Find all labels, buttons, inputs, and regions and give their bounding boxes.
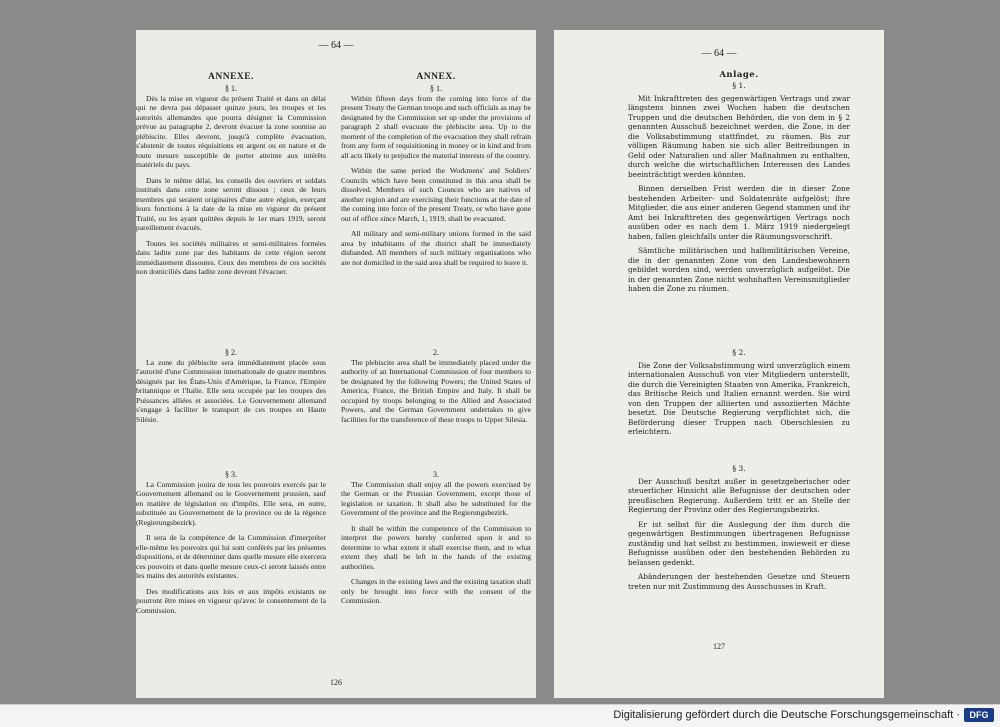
english-paragraph: The plebiscite area shall be immediately placed under the authority of an International Commission of four members to be designated by the following Powers; the United States of America, France, the British Empire and Italy. It shall be occupied by troops belonging to the Allied and Associated Powers, and the German Government undertakes to give facilities for the transference of these troops to Upper Silesia. bbox=[341, 358, 531, 424]
german-paragraph: Sämtliche militärischen und halbmilitärischen Vereine, die in der genannten Zone von den Landesbewohnern gebildet worden sind, werden unverzüglich aufgelöst. Die in der genannten Zone nicht wohnhaften Vereinsmitglieder haben die Zone zu räumen. bbox=[628, 246, 850, 293]
french-paragraph: Des modifications aux lois et aux impôts existants ne pourront être mises en vigueur qu'avec le consentement de la Commission. bbox=[136, 586, 326, 615]
english-paragraph: Within the same period the Workmens' and Soldiers' Councils which have been constituted in this area shall be dissolved. Members of such Counces who are natives of another region and are exercising their functions at the date of the coming into force of the present Treaty, or who have gone out of office since March, 1, 1919, shall be evacuated. bbox=[341, 166, 531, 223]
german-paragraph: Er ist selbst für die Auslegung der ihm durch die gegenwärtigen Bestimmungen übertragenen Befugnisse zuständig und hat selbst zu bestimmen, inwieweit er diese Befugnisse ausüben oder den bestehenden Behörden zu belassen gedenkt. bbox=[628, 519, 850, 567]
page-number: — 64 — bbox=[701, 48, 737, 59]
french-paragraph: Dès la mise en vigueur du présent Traité et dans un délai qui ne devra pas dépasser quinze jours, les troupes et les autorités allemandes que pourra désigner la Commission prévue au paragraphe 2, devront évacuer la zone soumise au plébiscite. Elles devront, jusqu'à complète évacuation, s'abstenir de toutes réquisitions en argent ou en nature et de toute mesure susceptible de porter atteinte aux intérêts matériels du pays. bbox=[136, 93, 326, 170]
dfg-logo: DFG bbox=[964, 708, 994, 722]
french-paragraph: Il sera de la compétence de la Commission d'interpréter elle-même les pouvoirs qui lui sont conférés par les présentes dispositions, et de déterminer dans quelle mesure elle exercera ces pouvoirs et dans quelle mesure ceux-ci seront laissés entre les mains des autorités existantes. bbox=[136, 533, 326, 581]
english-paragraph: The Commission shall enjoy all the powers exercised by the German or the Prussian Government, except those of legislation or taxation. It shall also be substituted for the Government of the province and the Regierungsbezirk. bbox=[341, 480, 531, 518]
english-section-3 bbox=[341, 470, 531, 612]
german-section-1-heading: § 1. bbox=[732, 81, 746, 91]
french-column bbox=[136, 72, 326, 283]
french-title: ANNEXE. bbox=[208, 72, 254, 82]
german-section-1 bbox=[628, 70, 850, 298]
french-section-1-heading: § 1. bbox=[225, 83, 237, 93]
german-paragraph: Binnen derselben Frist werden die in dieser Zone bestehenden Arbeiter- und Soldatenräte aufgelöst; ihre Mitglieder, die aus einer anderen Gegend stammen und ihr Amt bei Inkrafttreten des gegenwärtigen Vertrags noch ausüben oder es nach dem 1. März 1919 niedergelegt haben, fallen gleichfalls unter die Räumungsvorschrift. bbox=[628, 184, 850, 241]
french-section-3 bbox=[136, 470, 326, 621]
french-section-3-heading: § 3. bbox=[225, 470, 237, 479]
french-paragraph: La zone du plébiscite sera immédiatement placée sous l'autorité d'une Commission internationale de quatre membres désignés par les États-Unis d'Amérique, la France, l'Empire britannique et l'Italie. Elle sera occupée par les troupes des Puissances alliées et associées. Le Gouvernement allemand s'engage à faciliter le transport de ces troupes en Haute Silésie. bbox=[136, 358, 326, 424]
english-paragraph: Changes in the existing laws and the existing taxation shall only be brought into force with the consent of the Commission. bbox=[341, 577, 531, 606]
french-paragraph: La Commission jouira de tous les pouvoirs exercés par le Gouvernement allemand ou le Gouvernement prussien, sauf en matière de législation ou d'impôts. Elle sera, en outre, substituée au Gouvernement de la province ou de la régence (Regierungsbezirk). bbox=[136, 480, 326, 527]
english-section-2 bbox=[341, 348, 531, 430]
german-title: Anlage. bbox=[719, 70, 759, 80]
english-section-1-heading: § 1. bbox=[430, 83, 442, 93]
footer-bar bbox=[0, 704, 1000, 727]
french-paragraph: Toutes les sociétés militaires et semi-militaires formées dans ladite zone par des habitants de cette région seront immédiatement dissoutes. Ceux des membres de ces sociétés non domiciliés dans ladite zone devront l'évacuer. bbox=[136, 238, 326, 277]
english-paragraph: All military and semi-military unions formed in the said area by inhabitants of the district shall be immediately disbanded. All members of such military organisations who are not domiciled in the said area shall be required to leave it. bbox=[341, 229, 531, 267]
english-title: ANNEX. bbox=[416, 72, 456, 82]
english-section-2-heading: 2. bbox=[433, 348, 439, 357]
german-section-3-heading: § 3. bbox=[732, 464, 746, 473]
german-paragraph: Mit Inkrafttreten des gegenwärtigen Vertrags und zwar längstens binnen zwei Wochen haben die deutschen Truppen und die deutschen Behörden, die von dem in § 2 genannten Ausschuß bezeichnet werden, die Zone, in der die Volksabstimmung stattfindet, zu räumen. Bis zur völligen Räumung haben sie sich aller Beitreibungen in Geld oder Naturalien und aller Maßnahmen zu enthalten, durch welche die wirtschaftlichen Interessen des Landes beeinträchtigt werden könnten. bbox=[628, 93, 850, 179]
french-section-2-heading: § 2. bbox=[225, 348, 237, 357]
bottom-page-number: 126 bbox=[330, 678, 342, 687]
german-section-3 bbox=[628, 464, 850, 596]
bottom-page-number: 127 bbox=[713, 642, 725, 651]
page-number: — 64 — bbox=[318, 40, 354, 51]
left-page bbox=[136, 30, 536, 698]
german-paragraph: Abänderungen der bestehenden Gesetze und Steuern treten nur mit Zustimmung des Ausschusses in Kraft. bbox=[628, 572, 850, 591]
english-paragraph: It shall be within the competence of the Commission to interpret the powers hereby conferred upon it and to determine to what extent it shall exercise them, and to what extent they shall be left in the hands of the existing authorities. bbox=[341, 523, 531, 571]
german-section-2 bbox=[628, 348, 850, 442]
french-paragraph: Dans le même délai, les conseils des ouvriers et soldats institués dans cette zone seront dissous ; ceux de leurs membres qui seraient originaires d'une autre région, exerçant leurs fonctions à la date de la mise en vigueur du présent Traité, ou les ayant quittées depuis le 1er mars 1919, seront pareillement évacués. bbox=[136, 175, 326, 233]
english-section-3-heading: 3. bbox=[433, 470, 439, 479]
german-paragraph: Die Zone der Volksabstimmung wird unverzüglich einem internationalen Ausschuß von vier Mitgliedern unterstellt, die durch die Vereinigten Staaten von Amerika, Frankreich, das Britische Reich und Italien ernannt werden. Sie wird von den Truppen der alliierten und assoziierten Mächte besetzt. Die Deutsche Regierung verpflichtet sich, die Beförderung dieser Truppen nach Oberschlesien zu erleichtern. bbox=[628, 360, 850, 437]
right-page bbox=[554, 30, 884, 698]
german-paragraph: Der Ausschuß besitzt außer in gesetzgeberischer oder steuerlicher Hinsicht alle Befugnisse der deutschen oder preußischen Regierung. Außerdem tritt er an Stelle der Regierung der Provinz oder des Regierungsbezirks. bbox=[628, 476, 850, 515]
german-section-2-heading: § 2. bbox=[732, 348, 746, 357]
english-column bbox=[341, 72, 531, 273]
english-paragraph: Within fifteen days from the coming into force of the present Treaty the German troops and such officials as may be designated by the Commission set up under the provisions of paragraph 2 shall evacuate the plebiscite area. Up to the moment of the completion of the evacuation they shall refrain from any form of requisitioning in money or in kind and from all acts likely to prejudice the material interests of the country. bbox=[341, 93, 531, 160]
french-section-2 bbox=[136, 348, 326, 430]
footer-text: Digitalisierung gefördert durch die Deutsche Forschungsgemeinschaft · bbox=[613, 709, 960, 721]
